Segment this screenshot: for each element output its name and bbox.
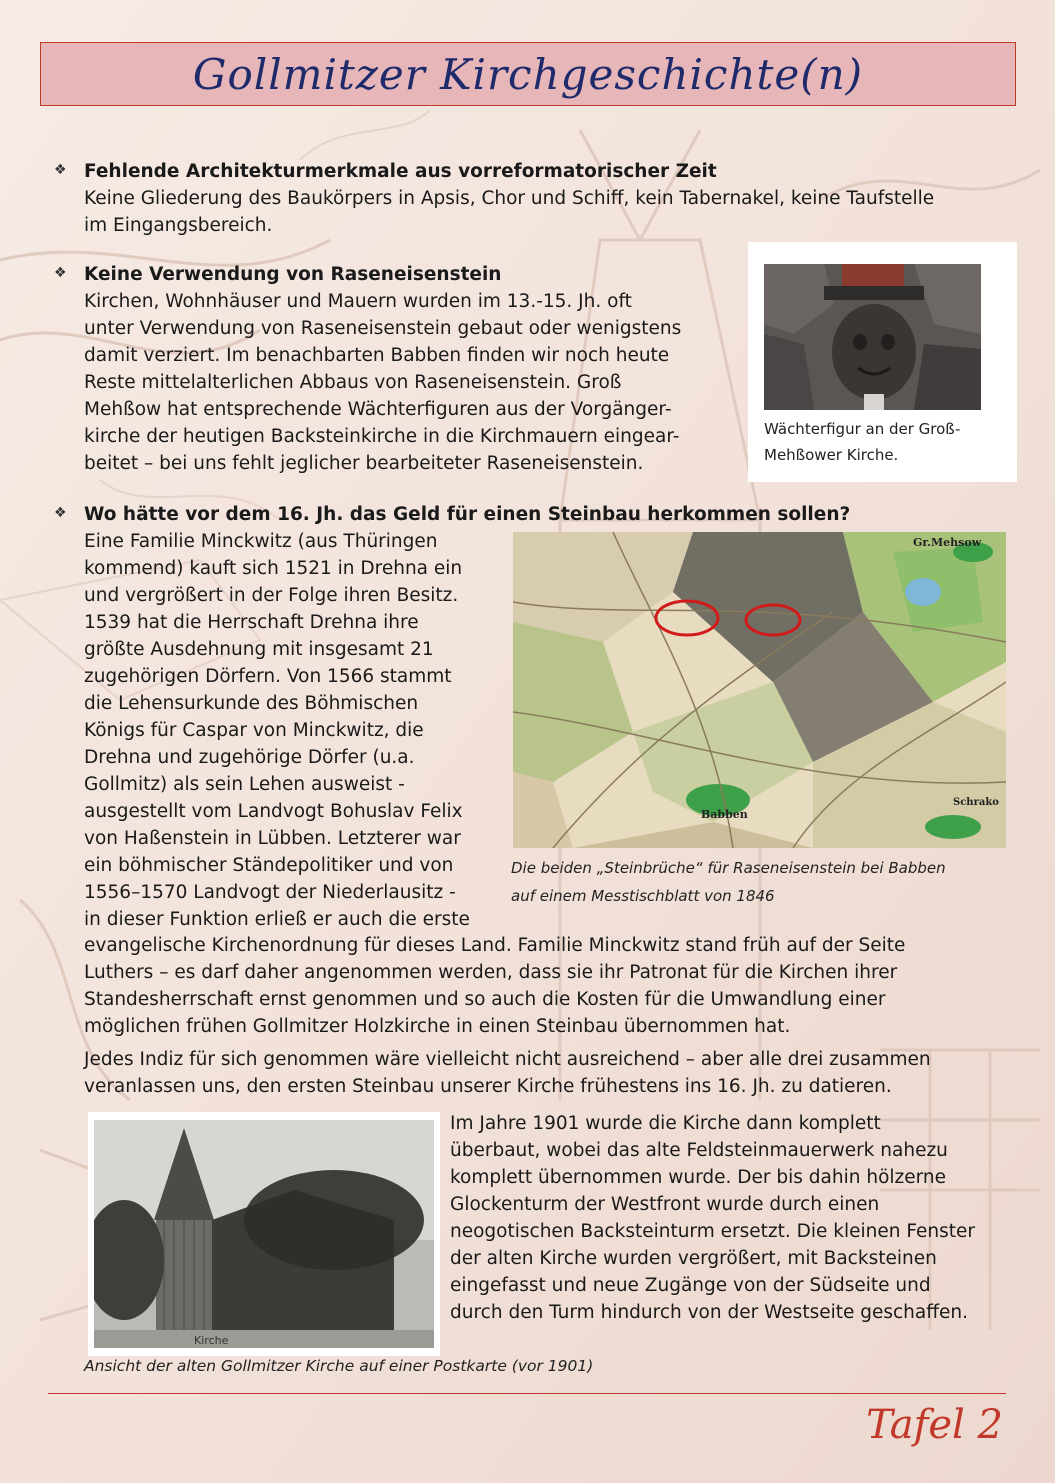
section3-line: Königs für Caspar von Minckwitz, die: [84, 720, 424, 741]
section3-line: Drehna und zugehörige Dörfer (u.a.: [84, 747, 415, 768]
section2-line: unter Verwendung von Raseneisenstein gebaut oder wenigstens: [84, 318, 682, 339]
page-title: Gollmitzer Kirchgeschichte(n): [192, 49, 864, 99]
section3-line: 1539 hat die Herrschaft Drehna ihre: [84, 612, 419, 633]
conclusion-line: veranlassen uns, den ersten Steinbau unserer Kirche frühestens ins 16. Jh. zu datieren.: [84, 1076, 892, 1097]
section3-line: ausgestellt vom Landvogt Bohuslav Felix: [84, 801, 463, 822]
section4-line: durch den Turm hindurch von der Westseite geschaffen.: [450, 1302, 968, 1323]
section2-line: Mehßow hat entsprechende Wächterfiguren aus der Vorgänger-: [84, 399, 672, 420]
conclusion-line: Jedes Indiz für sich genommen wäre vielleicht nicht ausreichend – aber alle drei zusammen: [84, 1049, 931, 1070]
postcard-label: Kirche: [194, 1334, 229, 1347]
section3-line: kommend) kauft sich 1521 in Drehna ein: [84, 558, 463, 579]
title-banner: [40, 42, 1016, 106]
guardian-figure-photo: [764, 264, 981, 410]
section3-line: von Haßenstein in Lübben. Letzterer war: [84, 828, 461, 849]
section1-line: Keine Gliederung des Baukörpers in Apsis, Chor und Schiff, kein Tabernakel, keine Taufstelle: [84, 188, 935, 209]
section2-line: beitet – bei uns fehlt jeglicher bearbeiteter Raseneisenstein.: [84, 453, 644, 474]
section3-wide-line: evangelische Kirchenordnung für dieses Land. Familie Minckwitz stand früh auf der Seite: [84, 935, 906, 956]
map-caption-line: auf einem Messtischblatt von 1846: [511, 887, 775, 905]
section3-line: zugehörigen Dörfern. Von 1566 stammt: [84, 666, 452, 687]
section4-line: überbaut, wobei das alte Feldsteinmauerwerk nahezu: [450, 1140, 948, 1161]
map-label-schrako: Schrako: [953, 797, 999, 808]
section3-heading: Wo hätte vor dem 16. Jh. das Geld für einen Steinbau herkommen sollen?: [84, 504, 851, 525]
section3-line: die Lehensurkunde des Böhmischen: [84, 693, 419, 714]
section3-line: 1556–1570 Landvogt der Niederlausitz -: [84, 882, 456, 903]
guardian-caption-line: Wächterfigur an der Groß-: [764, 420, 961, 438]
postcard-caption: Ansicht der alten Gollmitzer Kirche auf einer Postkarte (vor 1901): [84, 1357, 594, 1375]
section3-line: in dieser Funktion erließ er auch die erste: [84, 909, 470, 930]
postcard-photo-frame: [88, 1112, 440, 1356]
map-caption-line: Die beiden „Steinbrüche“ für Raseneisenstein bei Babben: [511, 859, 946, 877]
section1-line: im Eingangsbereich.: [84, 215, 273, 236]
section4-line: komplett übernommen wurde. Der bis dahin hölzerne: [450, 1167, 947, 1188]
section1-heading: Fehlende Architekturmerkmale aus vorreformatorischer Zeit: [84, 161, 717, 182]
map-label-gr-mehsow: Gr.Mehsow: [913, 536, 982, 549]
section4-line: eingefasst und neue Zugänge von der Südseite und: [450, 1275, 931, 1296]
section2-line: Kirchen, Wohnhäuser und Mauern wurden im 13.-15. Jh. oft: [84, 291, 632, 312]
diamond-bullet-icon: ❖: [54, 265, 67, 281]
footer-divider: [48, 1393, 1006, 1394]
section3-wide-line: Luthers – es darf daher angenommen werden, dass sie ihr Patronat für die Kirchen ihrer: [84, 962, 898, 983]
old-church-postcard-photo: [94, 1120, 434, 1348]
section2-line: kirche der heutigen Backsteinkirche in die Kirchmauern eingear-: [84, 426, 680, 447]
section4-line: Glockenturm der Westfront wurde durch einen: [450, 1194, 880, 1215]
section3-line: größte Ausdehnung mit insgesamt 21: [84, 639, 434, 660]
historical-map-image: [513, 532, 1006, 848]
guardian-photo-frame: [748, 242, 1017, 482]
section3-wide-line: möglichen frühen Gollmitzer Holzkirche in einen Steinbau übernommen hat.: [84, 1016, 791, 1037]
panel-number: Tafel 2: [866, 1402, 1003, 1448]
section3-line: Gollmitz) als sein Lehen ausweist -: [84, 774, 405, 795]
section4-line: der alten Kirche wurden vergrößert, mit Backsteinen: [450, 1248, 937, 1269]
section4-line: Im Jahre 1901 wurde die Kirche dann komplett: [450, 1113, 881, 1134]
section2-line: damit verziert. Im benachbarten Babben finden wir noch heute: [84, 345, 670, 366]
section2-heading: Keine Verwendung von Raseneisenstein: [84, 264, 502, 285]
section3-line: ein böhmischer Ständepolitiker und von: [84, 855, 454, 876]
diamond-bullet-icon: ❖: [54, 162, 67, 178]
section2-line: Reste mittelalterlichen Abbaus von Raseneisenstein. Groß: [84, 372, 622, 393]
guardian-caption-line: Mehßower Kirche.: [764, 446, 899, 464]
diamond-bullet-icon: ❖: [54, 505, 67, 521]
section3-line: und vergrößert in der Folge ihren Besitz.: [84, 585, 459, 606]
map-label-babben: Babben: [701, 808, 748, 821]
section3-line: Eine Familie Minckwitz (aus Thüringen: [84, 531, 438, 552]
section3-wide-line: Standesherrschaft ernst genommen und so auch die Kosten für die Umwandlung einer: [84, 989, 886, 1010]
section4-line: neogotischen Backsteinturm ersetzt. Die kleinen Fenster: [450, 1221, 975, 1242]
